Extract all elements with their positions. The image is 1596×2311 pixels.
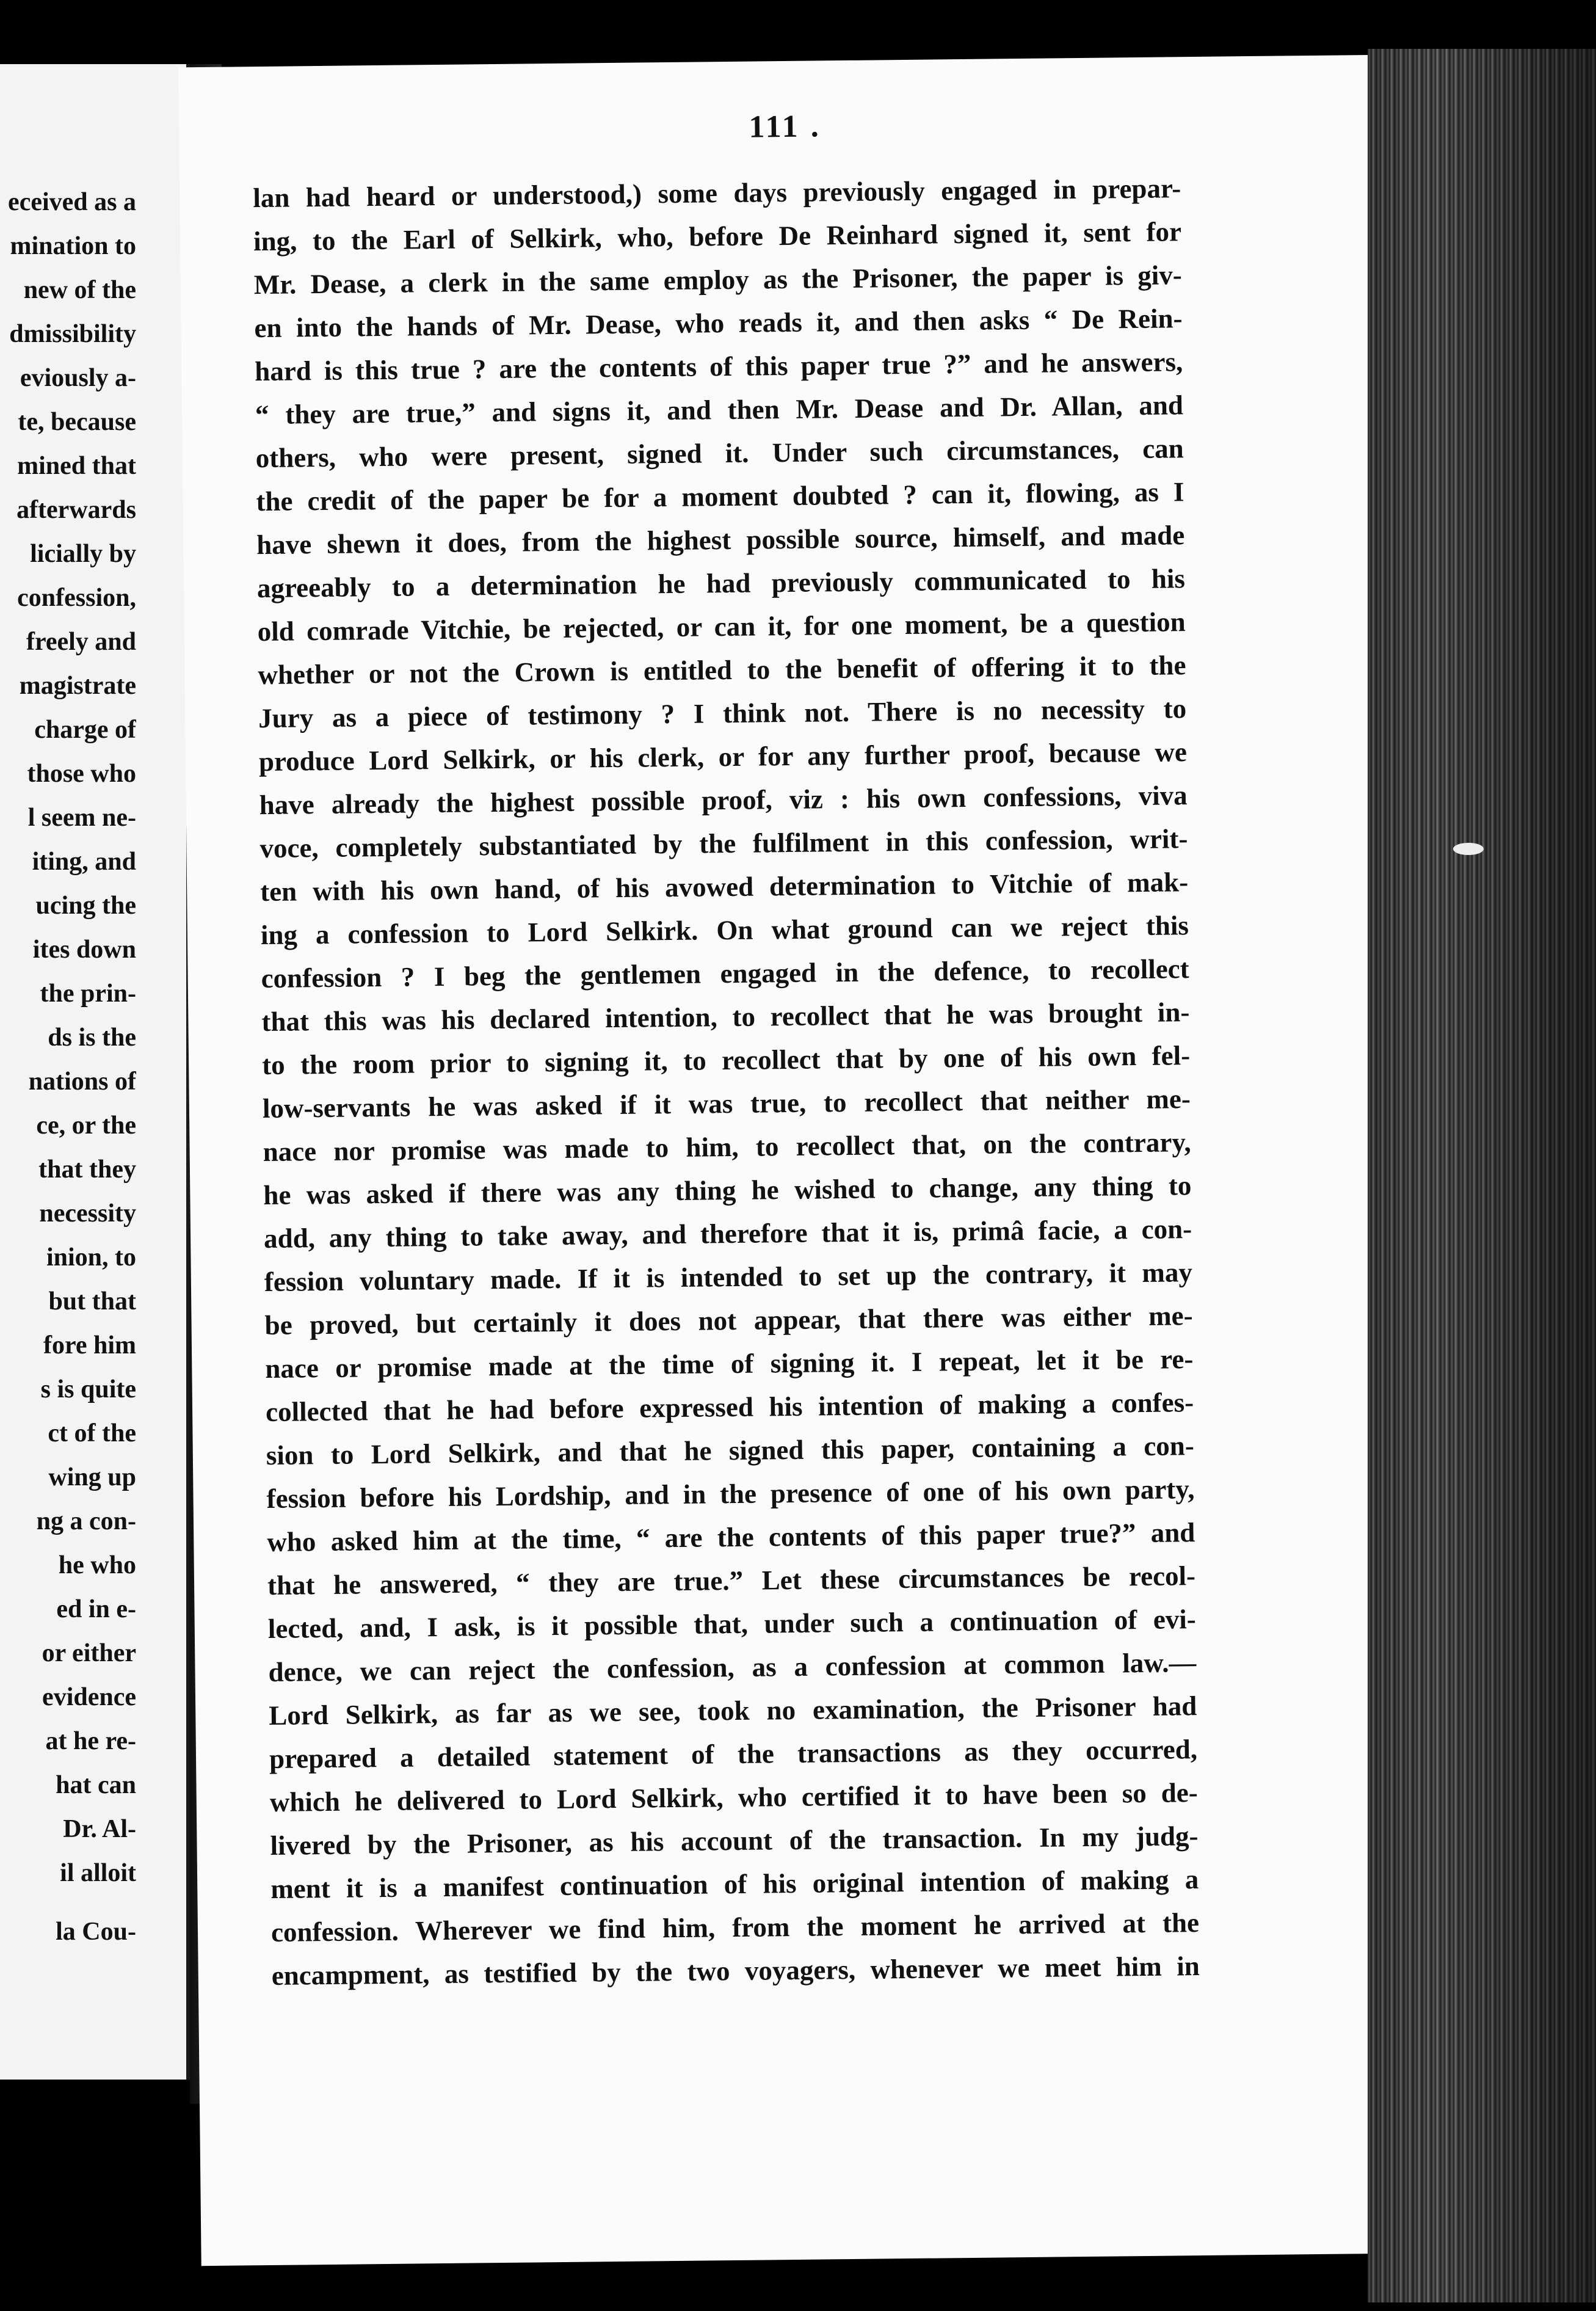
left-page-line: l seem ne- [27, 804, 136, 832]
left-page-line: he who [58, 1551, 136, 1579]
text-line: lected, and, I ask, is it possible that, under such a continuation of evi- [267, 1604, 1197, 1644]
left-page-line: licially by [30, 540, 136, 568]
text-line: have already the highest possible proof, viz : his own confessions, viva [259, 780, 1188, 821]
text-line: others, who were present, signed it. Under such circumstances, can [255, 433, 1184, 474]
text-line: fession voluntary made. If it is intended to set up the contrary, it may [264, 1257, 1193, 1298]
left-page-line: ites down [32, 936, 136, 964]
text-line: whether or not the Crown is entitled to the benefit of offering it to the [258, 650, 1186, 691]
page-edge-stack [1368, 49, 1596, 2302]
left-page-line: that they [38, 1156, 136, 1184]
text-line: produce Lord Selkirk, or his clerk, or for any further proof, because we [258, 737, 1188, 777]
text-line: which he delivered to Lord Selkirk, who certified it to have been so de- [269, 1777, 1198, 1818]
text-line: collected that he had before expressed his intention of making a confes- [265, 1387, 1194, 1428]
text-line: en into the hands of Mr. Dease, who reads it, and then asks “ De Rein- [254, 303, 1183, 344]
left-page-line: those who [27, 760, 136, 788]
left-page-line: inion, to [46, 1243, 136, 1272]
left-page-line: il alloit [60, 1859, 136, 1887]
text-line: “ they are true,” and signs it, and then Mr. Dease and Dr. Allan, and [255, 390, 1184, 431]
text-line: ing, to the Earl of Selkirk, who, before De Reinhard signed it, sent for [253, 216, 1182, 257]
text-line: old comrade Vitchie, be rejected, or can it, for one moment, be a question [257, 606, 1186, 647]
left-page-line: ds is the [48, 1024, 136, 1052]
left-page-line: Dr. Al- [63, 1815, 136, 1843]
text-line: Mr. Dease, a clerk in the same employ as the Prisoner, the paper is giv- [253, 260, 1182, 300]
text-line: to the room prior to signing it, to recollect that by one of his own fel- [261, 1040, 1191, 1081]
left-page-line: ucing the [35, 892, 136, 920]
text-line: nace or promise made at the time of signing it. I repeat, let it be re- [265, 1344, 1194, 1385]
left-page-line: fore him [43, 1331, 136, 1359]
body-text [253, 167, 1200, 1998]
left-page-line: ce, or the [36, 1112, 136, 1140]
left-page-line: evidence [42, 1683, 136, 1711]
left-page-line: hat can [56, 1771, 136, 1799]
page-edge-shading [1368, 49, 1596, 2302]
left-page-line: mined that [17, 452, 136, 480]
text-line: fession before his Lordship, and in the presence of one of his own party, [266, 1474, 1195, 1515]
left-page-line: ed in e- [56, 1595, 136, 1623]
text-line: ing a confession to Lord Selkirk. On what ground can we reject this [260, 910, 1189, 951]
text-line: Lord Selkirk, as far as we see, took no examination, the Prisoner had [269, 1690, 1197, 1731]
left-page-line: ct of the [48, 1419, 136, 1447]
left-page-line: at he re- [45, 1727, 136, 1755]
text-line: the credit of the paper be for a moment doubted ? can it, flowing, as I [256, 476, 1184, 517]
text-line: ten with his own hand, of his avowed determination to Vitchie of mak- [259, 867, 1189, 908]
text-line: confession. Wherever we find him, from the moment he arrived at the [270, 1907, 1200, 1948]
text-line: agreeably to a determination he had previously communicated to his [256, 563, 1186, 604]
left-page-line: magistrate [19, 672, 136, 700]
text-line: who asked him at the time, “ are the contents of this paper true?” and [267, 1517, 1195, 1558]
left-page-line: eviously a- [20, 364, 136, 392]
left-page-fragment [0, 64, 190, 2080]
left-page-line: ng a con- [36, 1507, 136, 1535]
left-page-line: mination to [10, 232, 136, 260]
text-line: low-servants he was asked if it was true, to recollect that neither me- [262, 1083, 1191, 1124]
left-page-line: dmissibility [9, 320, 136, 348]
page-number: 111 . [749, 109, 822, 145]
left-page-text [0, 180, 136, 1954]
left-page-line: s is quite [40, 1375, 136, 1403]
text-line: nace nor promise was made to him, to recollect that, on the contrary, [263, 1127, 1191, 1168]
text-line: sion to Lord Selkirk, and that he signed this paper, containing a con- [266, 1430, 1195, 1471]
text-line: hard is this true ? are the contents of this paper true ?” and he answers, [255, 346, 1183, 387]
text-line: voce, completely substantiated by the fulfilment in this confession, writ- [259, 823, 1188, 864]
left-page-line: wing up [48, 1463, 136, 1491]
text-line: add, any thing to take away, and therefore that it is, primâ facie, a con- [263, 1214, 1192, 1254]
left-page-line: necessity [39, 1199, 136, 1228]
text-line: confession ? I beg the gentlemen engaged in the defence, to recollect [261, 953, 1189, 994]
main-page [178, 55, 1413, 2266]
text-line: Jury as a piece of testimony ? I think not. There is no necessity to [258, 693, 1187, 734]
left-page-line: te, because [18, 408, 136, 436]
left-page-line: freely and [26, 628, 136, 656]
text-line: that he answered, “ they are true.” Let these circumstances be recol- [267, 1560, 1196, 1601]
left-page-line: afterwards [16, 496, 136, 524]
text-line: that this was his declared intention, to recollect that he was brought in- [261, 997, 1190, 1038]
left-page-line: charge of [34, 716, 136, 744]
text-line: have shewn it does, from the highest possible source, himself, and made [256, 520, 1185, 561]
text-line: he was asked if there was any thing he wished to change, any thing to [263, 1170, 1192, 1211]
text-line: dence, we can reject the confession, as a confession at common law.— [268, 1647, 1197, 1687]
left-page-line: new of the [23, 276, 136, 304]
text-line: prepared a detailed statement of the transactions as they occurred, [269, 1734, 1198, 1774]
text-line: lan had heard or understood,) some days previously engaged in prepar- [253, 173, 1181, 214]
text-line: ment it is a manifest continuation of his original intention of making a [270, 1864, 1199, 1904]
text-line: livered by the Prisoner, as his account of the transaction. In my judg- [270, 1821, 1199, 1861]
left-page-line: la Cou- [56, 1918, 136, 1946]
text-line: be proved, but certainly it does not appear, that there was either me- [264, 1300, 1193, 1341]
left-page-line: the prin- [40, 980, 136, 1008]
left-page-line: eceived as a [8, 188, 136, 216]
left-page-line: or either [42, 1639, 136, 1667]
left-page-line: confession, [17, 584, 136, 612]
left-page-line: but that [48, 1287, 136, 1316]
left-page-line: nations of [28, 1068, 136, 1096]
page-edge-mark [1453, 843, 1484, 855]
text-line: encampment, as testified by the two voyagers, whenever we meet him in [271, 1951, 1200, 1991]
left-page-line: iting, and [32, 848, 136, 876]
